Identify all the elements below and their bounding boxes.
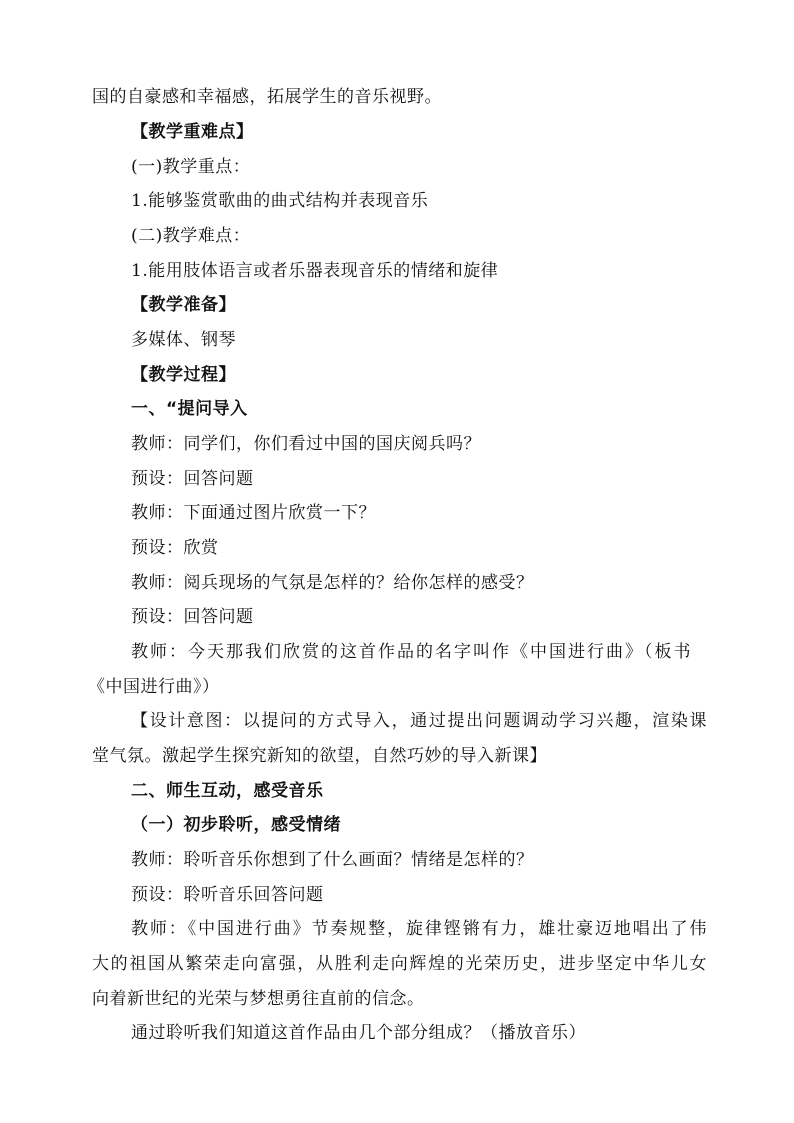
dialogue-line: 教师：同学们，你们看过中国的国庆阅兵吗？: [131, 434, 481, 454]
subsection-heading: （一）初步聆听，感受情绪: [131, 815, 341, 835]
question-line: 通过聆听我们知道这首作品由几个部分组成？（播放音乐）: [131, 1023, 586, 1043]
dialogue-line: 预设：欣赏: [131, 538, 219, 558]
heading-teaching-focus: 【教学重难点】: [131, 122, 254, 142]
key-points-item: 1.能够鉴赏歌曲的曲式结构并表现音乐: [131, 191, 429, 211]
dialogue-line: 教师：今天那我们欣赏的这首作品的名字叫作《中国进行曲》（板书: [131, 642, 691, 662]
dialogue-line: 《中国进行曲》）: [88, 677, 220, 697]
dialogue-line: 向着新世纪的光荣与梦想勇往直前的信念。: [92, 989, 425, 1009]
dialogue-line: 教师：阅兵现场的气氛是怎样的？给你怎样的感受？: [131, 573, 534, 593]
design-intent-line: 堂气氛。激起学生探究新知的欲望，自然巧妙的导入新课】: [92, 746, 547, 766]
heading-process: 【教学过程】: [131, 365, 236, 385]
heading-preparation: 【教学准备】: [131, 295, 236, 315]
section-heading-1: 一、“提问导入: [131, 399, 248, 419]
preparation-item: 多媒体、钢琴: [131, 330, 236, 350]
design-intent-line: 【设计意图：以提问的方式导入，通过提出问题调动学习兴趣，渲染课: [131, 711, 707, 731]
difficulty-label: (二)教学难点：: [131, 226, 251, 246]
dialogue-line: 教师：《中国进行曲》节奏规整，旋律铿锵有力，雄壮豪迈地唱出了伟: [131, 919, 707, 939]
dialogue-line: 预设：回答问题: [131, 607, 254, 627]
dialogue-line: 大的祖国从繁荣走向富强，从胜利走向辉煌的光荣历史，进步坚定中华儿女: [92, 954, 707, 974]
key-points-label: (一)教学重点：: [131, 157, 251, 177]
section-heading-2: 二、师生互动，感受音乐: [131, 781, 324, 801]
dialogue-line: 教师：聆听音乐你想到了什么画面？情绪是怎样的？: [131, 850, 534, 870]
dialogue-line: 预设：聆听音乐回答问题: [131, 885, 324, 905]
difficulty-item: 1.能用肢体语言或者乐器表现音乐的情绪和旋律: [131, 261, 499, 281]
paragraph-line: 国的自豪感和幸福感，拓展学生的音乐视野。: [92, 87, 442, 107]
dialogue-line: 教师：下面通过图片欣赏一下？: [131, 503, 376, 523]
dialogue-line: 预设：回答问题: [131, 469, 254, 489]
